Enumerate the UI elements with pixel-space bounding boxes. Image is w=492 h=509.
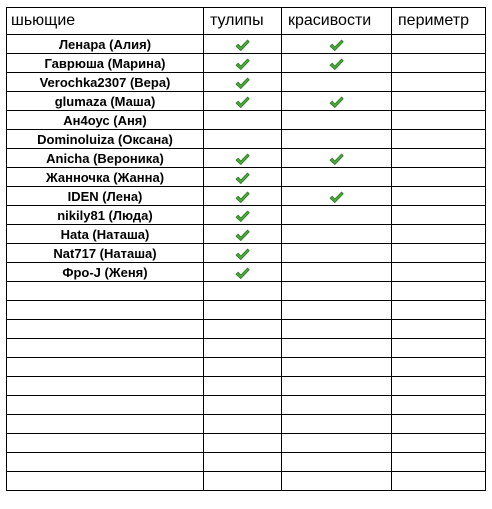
- perimeter-cell[interactable]: [392, 73, 486, 92]
- perimeter-cell[interactable]: [392, 472, 486, 491]
- perimeter-cell[interactable]: [392, 339, 486, 358]
- table-row: [7, 206, 486, 225]
- name-cell[interactable]: [7, 320, 204, 339]
- tulips-cell[interactable]: [204, 282, 282, 301]
- tulips-cell[interactable]: [204, 339, 282, 358]
- perimeter-cell[interactable]: [392, 415, 486, 434]
- name-cell[interactable]: [7, 472, 204, 491]
- name-cell[interactable]: [7, 453, 204, 472]
- tulips-cell[interactable]: [204, 111, 282, 130]
- name-cell[interactable]: [7, 339, 204, 358]
- header-cell-beauty[interactable]: красивости: [282, 8, 392, 35]
- perimeter-cell[interactable]: [392, 377, 486, 396]
- perimeter-cell[interactable]: [392, 320, 486, 339]
- tulips-cell[interactable]: [204, 320, 282, 339]
- table-row: [7, 377, 486, 396]
- beauty-cell[interactable]: [282, 434, 392, 453]
- spreadsheet-body: [7, 8, 486, 491]
- perimeter-cell[interactable]: [392, 187, 486, 206]
- name-cell[interactable]: Фро-J (Женя): [7, 263, 204, 282]
- beauty-cell[interactable]: [282, 73, 392, 92]
- perimeter-cell[interactable]: [392, 434, 486, 453]
- name-cell[interactable]: [7, 434, 204, 453]
- header-cell-seamstresses[interactable]: шьющие: [7, 8, 204, 35]
- tulips-cell[interactable]: [204, 130, 282, 149]
- checkmark-icon: [329, 153, 344, 166]
- beauty-cell[interactable]: [282, 472, 392, 491]
- tulips-cell[interactable]: [204, 453, 282, 472]
- tulips-cell[interactable]: [204, 35, 282, 54]
- beauty-cell[interactable]: [282, 206, 392, 225]
- spreadsheet-table: [6, 7, 486, 491]
- name-cell[interactable]: Ан4оус (Аня): [7, 111, 204, 130]
- beauty-cell[interactable]: [282, 396, 392, 415]
- table-row: [7, 73, 486, 92]
- beauty-cell[interactable]: [282, 149, 392, 168]
- name-cell[interactable]: Anicha (Вероника): [7, 149, 204, 168]
- tulips-cell[interactable]: [204, 149, 282, 168]
- table-row: [7, 225, 486, 244]
- tulips-cell[interactable]: [204, 301, 282, 320]
- checkmark-icon: [235, 191, 250, 204]
- beauty-cell[interactable]: [282, 415, 392, 434]
- beauty-cell[interactable]: [282, 35, 392, 54]
- tulips-cell[interactable]: [204, 377, 282, 396]
- table-row: [7, 54, 486, 73]
- checkmark-icon: [235, 248, 250, 261]
- name-cell[interactable]: [7, 301, 204, 320]
- beauty-cell[interactable]: [282, 92, 392, 111]
- header-cell-perimeter[interactable]: периметр: [392, 8, 486, 35]
- perimeter-cell[interactable]: [392, 244, 486, 263]
- beauty-cell[interactable]: [282, 111, 392, 130]
- name-cell[interactable]: Verochka2307 (Вера): [7, 73, 204, 92]
- checkmark-icon: [235, 267, 250, 280]
- checkmark-icon: [235, 229, 250, 242]
- checkmark-icon: [329, 58, 344, 71]
- checkmark-icon: [329, 39, 344, 52]
- perimeter-cell[interactable]: [392, 149, 486, 168]
- perimeter-cell[interactable]: [392, 358, 486, 377]
- beauty-cell[interactable]: [282, 282, 392, 301]
- checkmark-icon: [235, 153, 250, 166]
- perimeter-cell[interactable]: [392, 92, 486, 111]
- perimeter-cell[interactable]: [392, 225, 486, 244]
- table-row: [7, 358, 486, 377]
- tulips-cell[interactable]: [204, 244, 282, 263]
- beauty-cell[interactable]: [282, 339, 392, 358]
- name-cell[interactable]: [7, 282, 204, 301]
- perimeter-cell[interactable]: [392, 206, 486, 225]
- tulips-cell[interactable]: [204, 225, 282, 244]
- header-row: [7, 8, 486, 35]
- perimeter-cell[interactable]: [392, 35, 486, 54]
- table-row: [7, 263, 486, 282]
- perimeter-cell[interactable]: [392, 396, 486, 415]
- perimeter-cell[interactable]: [392, 263, 486, 282]
- table-row: [7, 35, 486, 54]
- table-row: [7, 130, 486, 149]
- name-cell[interactable]: Гаврюша (Марина): [7, 54, 204, 73]
- beauty-cell[interactable]: [282, 244, 392, 263]
- table-row: [7, 111, 486, 130]
- tulips-cell[interactable]: [204, 396, 282, 415]
- table-row: [7, 92, 486, 111]
- perimeter-cell[interactable]: [392, 111, 486, 130]
- checkmark-icon: [235, 96, 250, 109]
- perimeter-cell[interactable]: [392, 168, 486, 187]
- checkmark-icon: [235, 39, 250, 52]
- tulips-cell[interactable]: [204, 73, 282, 92]
- name-cell[interactable]: Ленара (Алия): [7, 35, 204, 54]
- beauty-cell[interactable]: [282, 168, 392, 187]
- table-row: [7, 434, 486, 453]
- perimeter-cell[interactable]: [392, 54, 486, 73]
- tulips-cell[interactable]: [204, 263, 282, 282]
- table-row: [7, 320, 486, 339]
- name-cell[interactable]: nikily81 (Люда): [7, 206, 204, 225]
- tulips-cell[interactable]: [204, 168, 282, 187]
- table-row: [7, 396, 486, 415]
- beauty-cell[interactable]: [282, 130, 392, 149]
- name-cell[interactable]: [7, 358, 204, 377]
- name-cell[interactable]: [7, 377, 204, 396]
- tulips-cell[interactable]: [204, 472, 282, 491]
- checkmark-icon: [235, 172, 250, 185]
- name-cell[interactable]: glumaza (Маша): [7, 92, 204, 111]
- checkmark-icon: [329, 191, 344, 204]
- checkmark-icon: [235, 58, 250, 71]
- table-row: [7, 244, 486, 263]
- table-row: [7, 472, 486, 491]
- name-cell[interactable]: Dominoluiza (Оксана): [7, 130, 204, 149]
- beauty-cell[interactable]: [282, 358, 392, 377]
- perimeter-cell[interactable]: [392, 453, 486, 472]
- tulips-cell[interactable]: [204, 434, 282, 453]
- beauty-cell[interactable]: [282, 301, 392, 320]
- checkmark-icon: [235, 77, 250, 90]
- header-cell-tulips[interactable]: тулипы: [204, 8, 282, 35]
- tulips-cell[interactable]: [204, 206, 282, 225]
- checkmark-icon: [235, 210, 250, 223]
- table-row: [7, 187, 486, 206]
- checkmark-icon: [329, 96, 344, 109]
- perimeter-cell[interactable]: [392, 130, 486, 149]
- name-cell[interactable]: [7, 396, 204, 415]
- name-cell[interactable]: IDEN (Лена): [7, 187, 204, 206]
- table-row: [7, 282, 486, 301]
- name-cell[interactable]: [7, 415, 204, 434]
- tulips-cell[interactable]: [204, 358, 282, 377]
- perimeter-cell[interactable]: [392, 301, 486, 320]
- name-cell[interactable]: Hata (Наташа): [7, 225, 204, 244]
- beauty-cell[interactable]: [282, 225, 392, 244]
- beauty-cell[interactable]: [282, 187, 392, 206]
- tulips-cell[interactable]: [204, 54, 282, 73]
- table-row: [7, 339, 486, 358]
- beauty-cell[interactable]: [282, 453, 392, 472]
- beauty-cell[interactable]: [282, 263, 392, 282]
- tulips-cell[interactable]: [204, 187, 282, 206]
- beauty-cell[interactable]: [282, 377, 392, 396]
- beauty-cell[interactable]: [282, 320, 392, 339]
- table-row: [7, 301, 486, 320]
- table-row: [7, 168, 486, 187]
- table-row: [7, 415, 486, 434]
- table-row: [7, 453, 486, 472]
- beauty-cell[interactable]: [282, 54, 392, 73]
- name-cell[interactable]: Nat717 (Наташа): [7, 244, 204, 263]
- name-cell[interactable]: Жанночка (Жанна): [7, 168, 204, 187]
- perimeter-cell[interactable]: [392, 282, 486, 301]
- tulips-cell[interactable]: [204, 415, 282, 434]
- tulips-cell[interactable]: [204, 92, 282, 111]
- table-row: [7, 149, 486, 168]
